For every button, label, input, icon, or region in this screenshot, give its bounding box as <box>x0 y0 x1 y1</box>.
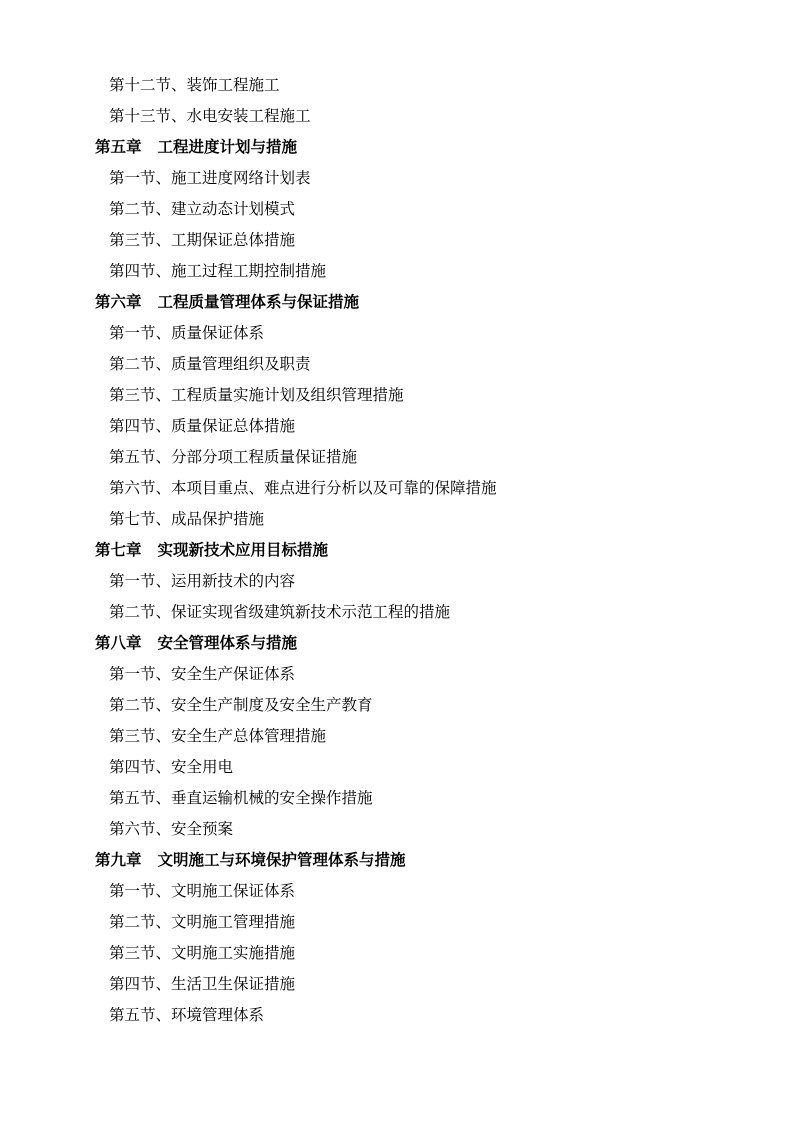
toc-section <box>95 411 735 442</box>
toc-section <box>95 473 735 504</box>
toc-section-text: 第五节、垂直运输机械的安全操作措施 <box>109 789 373 807</box>
toc-section <box>95 876 735 907</box>
toc-section-text: 第一节、安全生产保证体系 <box>109 665 296 683</box>
toc-section <box>95 225 735 256</box>
toc-section <box>95 380 735 411</box>
toc-chapter <box>95 132 735 163</box>
toc-section-text: 第二节、质量管理组织及职责 <box>109 355 311 373</box>
toc-section-text: 第二节、保证实现省级建筑新技术示范工程的措施 <box>109 603 451 621</box>
toc-chapter-title: 安全管理体系与措施 <box>157 634 298 652</box>
toc-chapter <box>95 535 735 566</box>
toc-section-text: 第二节、文明施工管理措施 <box>109 913 296 931</box>
toc-section <box>95 566 735 597</box>
toc-section-text: 第二节、安全生产制度及安全生产教育 <box>109 696 373 714</box>
toc-section-text: 第四节、生活卫生保证措施 <box>109 975 296 993</box>
toc-section-text: 第三节、工期保证总体措施 <box>109 231 296 249</box>
toc-chapter-number: 第五章 <box>95 138 142 156</box>
toc-section-text: 第四节、质量保证总体措施 <box>109 417 296 435</box>
toc-section <box>95 907 735 938</box>
toc-section <box>95 814 735 845</box>
toc-section <box>95 938 735 969</box>
toc-section <box>95 783 735 814</box>
toc-section-text: 第一节、运用新技术的内容 <box>109 572 296 590</box>
toc-section <box>95 194 735 225</box>
toc-section <box>95 256 735 287</box>
toc-chapter <box>95 287 735 318</box>
toc-section <box>95 659 735 690</box>
toc-section <box>95 597 735 628</box>
toc-chapter-number: 第六章 <box>95 293 142 311</box>
table-of-contents <box>95 70 735 1031</box>
toc-section-text: 第二节、建立动态计划模式 <box>109 200 296 218</box>
toc-section-text: 第六节、安全预案 <box>109 820 234 838</box>
toc-chapter <box>95 628 735 659</box>
toc-section-text: 第五节、分部分项工程质量保证措施 <box>109 448 358 466</box>
toc-section <box>95 1000 735 1031</box>
toc-chapter-title: 工程进度计划与措施 <box>157 138 298 156</box>
toc-section <box>95 969 735 1000</box>
toc-section <box>95 70 735 101</box>
toc-section <box>95 318 735 349</box>
toc-section <box>95 721 735 752</box>
toc-section-text: 第三节、文明施工实施措施 <box>109 944 296 962</box>
toc-section-text: 第六节、本项目重点、难点进行分析以及可靠的保障措施 <box>109 479 497 497</box>
toc-section-text: 第七节、成品保护措施 <box>109 510 265 528</box>
toc-chapter-number: 第九章 <box>95 851 142 869</box>
toc-section-text: 第一节、施工进度网络计划表 <box>109 169 311 187</box>
toc-section-text: 第十三节、水电安装工程施工 <box>109 107 311 125</box>
toc-chapter-number: 第八章 <box>95 634 142 652</box>
toc-section <box>95 752 735 783</box>
toc-section-text: 第一节、文明施工保证体系 <box>109 882 296 900</box>
toc-section-text: 第四节、安全用电 <box>109 758 234 776</box>
toc-section <box>95 101 735 132</box>
toc-chapter-title: 文明施工与环境保护管理体系与措施 <box>157 851 406 869</box>
toc-section-text: 第四节、施工过程工期控制措施 <box>109 262 327 280</box>
toc-section <box>95 504 735 535</box>
toc-chapter <box>95 845 735 876</box>
toc-section-text: 第三节、安全生产总体管理措施 <box>109 727 327 745</box>
toc-chapter-number: 第七章 <box>95 541 142 559</box>
toc-section-text: 第一节、质量保证体系 <box>109 324 265 342</box>
toc-chapter-title: 实现新技术应用目标措施 <box>157 541 329 559</box>
toc-chapter-title: 工程质量管理体系与保证措施 <box>157 293 360 311</box>
toc-section <box>95 442 735 473</box>
toc-section <box>95 163 735 194</box>
toc-section <box>95 690 735 721</box>
toc-section-text: 第五节、环境管理体系 <box>109 1006 265 1024</box>
toc-section <box>95 349 735 380</box>
toc-section-text: 第十二节、装饰工程施工 <box>109 76 280 94</box>
toc-section-text: 第三节、工程质量实施计划及组织管理措施 <box>109 386 404 404</box>
